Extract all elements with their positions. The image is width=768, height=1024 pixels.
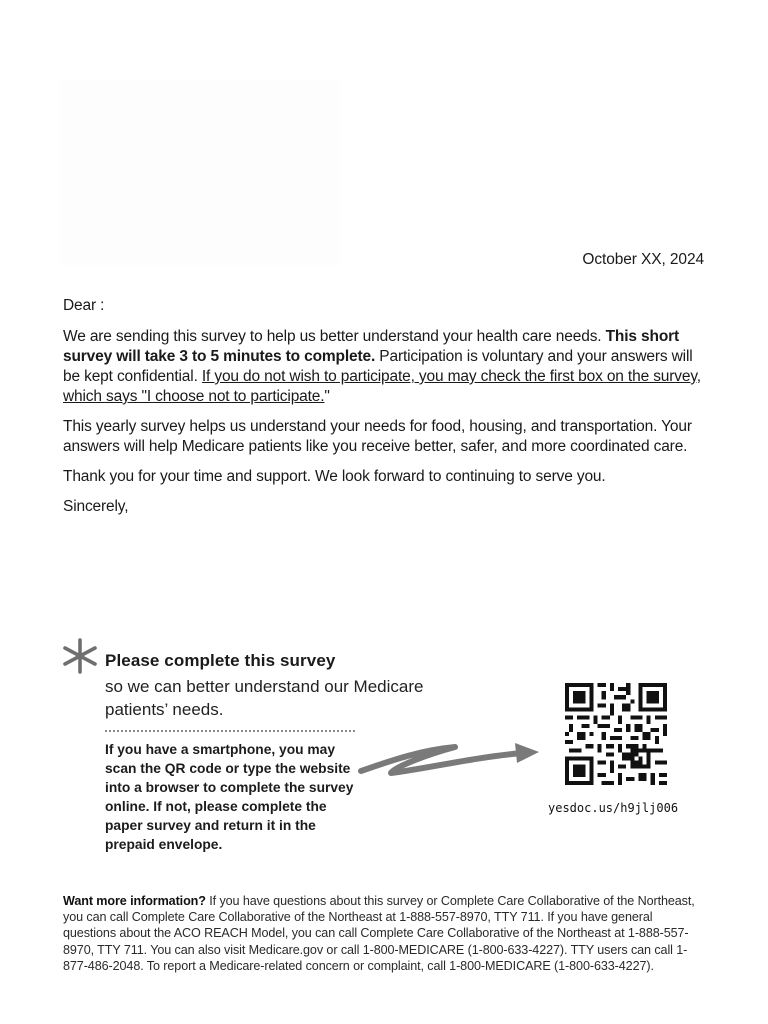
qr-code[interactable]	[565, 683, 667, 785]
closing: Sincerely,	[63, 498, 129, 515]
paragraph-purpose: This yearly survey helps us understand your needs for food, housing, and transportation. Your answers will help Medicare patients like you receive better, safer, and more coordinated care.	[63, 418, 692, 455]
callout-instructions: If you have a smartphone, you may scan the QR code or type the website into a browser to complete the survey online. If not, please complete the paper survey and return it in the prepaid envelope.	[105, 742, 354, 852]
callout-subheading: so we can better understand our Medicare patients’ needs.	[105, 677, 424, 719]
closing-quote: "	[324, 388, 330, 405]
callout-heading: Please complete this survey	[105, 651, 336, 670]
letter-date: October XX, 2024	[582, 251, 704, 268]
intro-bold-text: This short survey will take 3 to 5 minutes to complete.	[63, 328, 680, 365]
intro-text: We are sending this survey to help us better understand your health care needs.	[63, 328, 606, 345]
opt-out-instruction: If you do not wish to participate, you may check the first box on the survey, which says "I choose not to participate.	[63, 368, 701, 405]
more-info-text: If you have questions about this survey or Complete Care Collaborative of the Northeast, you can call Complete Care Collaborative of the Northeast at 1-888-557-8970, TTY 711. If you have general questions about the ACO REACH Model, you can call Complete Care Collaborative of the Northeast at 1-888-557-8970, TTY 711. You can also visit Medicare.gov or call 1-800-MEDICARE (1-800-633-4227). TTY users can call 1-877-486-2048. To report a Medicare-related concern or complaint, call 1-800-MEDICARE (1-800-633-4227).	[63, 894, 695, 973]
letter-body	[63, 296, 713, 527]
dotted-divider	[105, 730, 355, 732]
paragraph-intro	[63, 327, 713, 407]
salutation: Dear :	[63, 297, 105, 314]
paragraph-thanks: Thank you for your time and support. We look forward to continuing to serve you.	[63, 468, 606, 485]
letterhead-area	[60, 80, 340, 265]
arrow-icon	[355, 735, 545, 785]
more-info-lead: Want more information?	[63, 894, 206, 908]
intro-text-2: Participation is voluntary and your answers will be kept confidential.	[63, 348, 693, 385]
more-info-footer	[63, 893, 708, 974]
asterisk-icon	[60, 636, 100, 676]
survey-url[interactable]: yesdoc.us/h9jlj006	[548, 801, 679, 815]
